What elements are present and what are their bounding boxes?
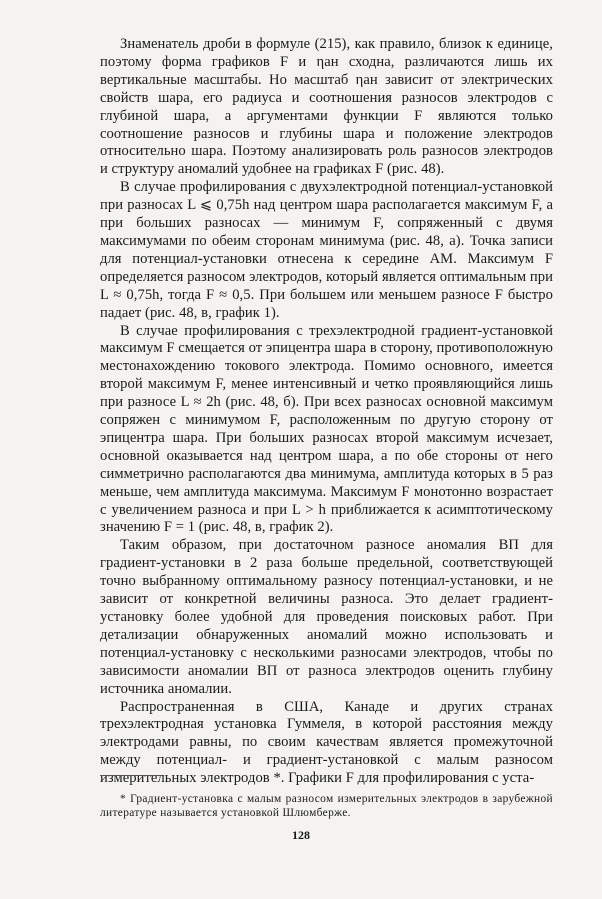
page-number: 128 [292,828,310,842]
main-text [100,36,553,788]
paragraph-4: Таким образом, при достаточном разносе аномалия ВП для градиент-установки в 2 раза больше предельной, соответствующей точно выбранному оптимальному разносу потенциал-установки, и не зависит от конкретной величины разноса. Это делает градиент-установку более удобной для проведения поисковых работ. При детализации обнаруженных аномалий можно использовать и потенциал-установку с несколькими разносами электродов, чтобы по зависимости аномалии ВП от разноса электродов оценить глубину источника аномалии. [100,537,553,697]
paragraph-1: Знаменатель дроби в формуле (215), как правило, близок к единице, поэтому форма графиков F и ηан сходна, различаются лишь их вертикальные масштабы. Но масштаб ηан зависит от электрических свойств шара, его радиуса и соотношения разносов электродов с глубиной шара, а аргументами функции F являются только соотношение разносов и глубины шара и положение электродов относительно шара. Поэтому анализировать роль разносов электродов и структуру аномалий удобнее на графиках F (рис. 48). [100,36,553,178]
paragraph-5: Распространенная в США, Канаде и других странах трехэлектродная установка Гуммеля, в которой расстояния между электродами равны, по своим качествам является промежуточной между потенциал- и градиент-установкой с малым разносом измерительных электродов *. Графики F для профилирования с уста- [100,698,553,787]
paragraph-2: В случае профилирования с двухэлектродной потенциал-установкой при разносах L ⩽ 0,75h над центром шара располагается максимум F, а при больших разносах — минимум F, сопряженный с двумя максимумами по обеим сторонам минимума (рис. 48, а). Точка записи для потенциал-установки отнесена к середине AM. Максимум F определяется разносом электродов, который является оптимальным при L ≈ 0,75h, тогда F ≈ 0,5. При большем или меньшем разносе F быстро падает (рис. 48, в, график 1). [100,179,553,321]
footnote: * Градиент-установка с малым разносом измерительных электродов в зарубежной литературе называется установкой Шлюмберже. [100,793,553,820]
paragraph-3: В случае профилирования с трехэлектродной градиент-установкой максимум F смещается от эпицентра шара в сторону, противоположную местонахождению токового электрода. Помимо основного, имеется второй максимум F, менее интенсивный и четко проявляющийся лишь при разносе L ≈ 2h (рис. 48, б). При всех разносах основной максимум сопряжен с минимумом F, расположенным по другую сторону от эпицентра шара. При больших разносах второй максимум исчезает, основной оказывается над центром шара, а по обе стороны от него симметрично располагаются два минимума, амплитуда которых в 5 раз меньше, чем амплитуда максимума. Максимум F монотонно возрастает с увеличением разноса и при L > h приближается к асимптотическому значению F = 1 (рис. 48, в, график 2). [100,322,553,536]
footnote-separator [100,775,162,776]
